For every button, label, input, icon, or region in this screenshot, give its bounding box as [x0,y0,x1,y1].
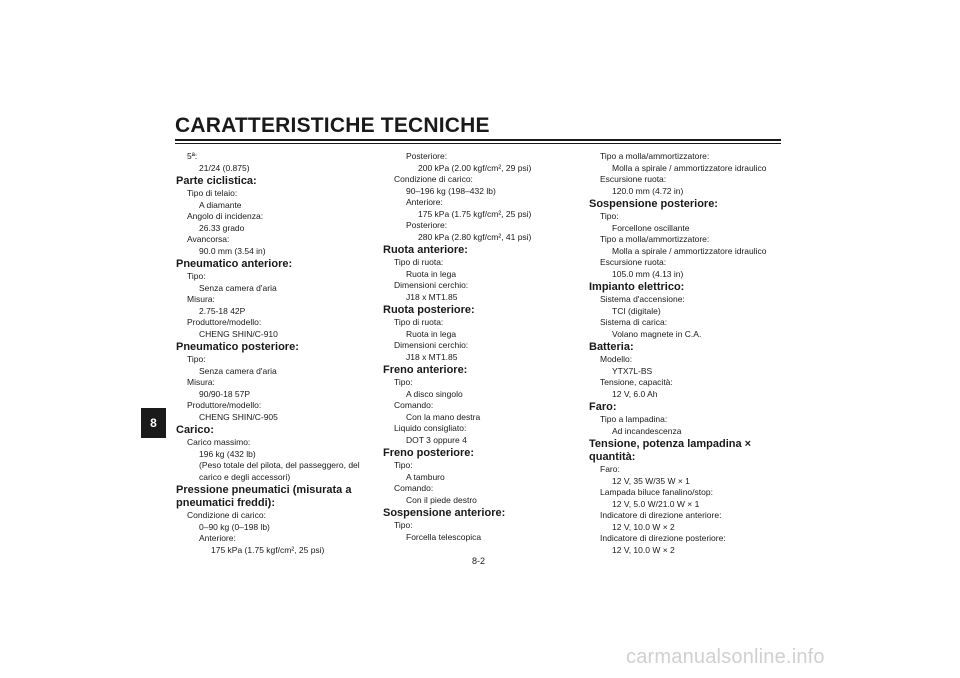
spec-label: Tipo: [394,377,413,387]
spec-label: Tipo di telaio: [187,188,238,198]
spec-label: Tipo: [394,460,413,470]
section-heading: Pneumatico anteriore: [176,258,293,270]
section-heading: Sospensione anteriore: [383,507,506,519]
section-heading: Parte ciclistica: [176,175,257,187]
spec-label: Sistema d'accensione: [600,294,685,304]
spec-label: Tipo: [600,211,619,221]
spec-label: Misura: [187,294,215,304]
spec-label: Comando: [394,400,434,410]
spec-value: A diamante [199,199,242,210]
spec-value: Senza camera d'aria [199,365,277,376]
section-heading: Pressione pneumatici (misurata a pneumatici freddi): [176,484,352,509]
spec-value: 12 V, 6.0 Ah [612,388,658,399]
spec-label: Misura: [187,377,215,387]
spec-label: Sistema di carica: [600,317,668,327]
spec-sublabel: Posteriore: [406,151,448,161]
spec-value: 26.33 grado [199,222,245,233]
spec-label: Comando: [394,483,434,493]
chapter-tab: 8 [141,408,166,438]
spec-label: Tipo: [187,354,206,364]
section-heading: Freno posteriore: [383,447,475,459]
section-heading: Tensione, potenza lampadina × quantità: [589,438,752,463]
watermark: carmanualsonline.info [626,646,825,668]
spec-value: CHENG SHIN/C-910 [199,328,278,339]
spec-value: Molla a spirale / ammortizzatore idraulico [612,245,767,256]
spec-value: TCI (digitale) [612,305,661,316]
spec-value: CHENG SHIN/C-905 [199,411,278,422]
spec-value: 90–196 kg (198–432 lb) [406,185,496,196]
spec-column-1 [176,151,381,556]
spec-value: 0–90 kg (0–198 lb) [199,521,270,532]
spec-sublabel: Posteriore: [406,220,448,230]
spec-value: 175 kPa (1.75 kgf/cm², 25 psi) [211,544,325,555]
spec-value: Con la mano destra [406,411,481,422]
spec-column-3 [589,151,794,556]
spec-sublabel: Anteriore: [199,533,236,543]
spec-value: Ruota in lega [406,268,457,279]
section-heading: Faro: [589,401,617,413]
spec-column-2 [383,151,588,543]
spec-value: DOT 3 oppure 4 [406,434,467,445]
spec-label: Tipo: [394,520,413,530]
spec-label: Tipo a molla/ammortizzatore: [600,151,710,161]
spec-label: Indicatore di direzione posteriore: [600,533,726,543]
spec-sublabel: Anteriore: [406,197,443,207]
spec-value: 12 V, 35 W/35 W × 1 [612,475,690,486]
spec-label: Dimensioni cerchio: [394,280,469,290]
spec-label: Liquido consigliato: [394,423,467,433]
spec-value: Forcella telescopica [406,531,482,542]
section-heading: Ruota posteriore: [383,304,475,316]
spec-label: Angolo di incidenza: [187,211,264,221]
spec-value: A tamburo [406,471,445,482]
spec-label: Condizione di carico: [394,174,473,184]
page-title: CARATTERISTICHE TECNICHE [175,114,490,137]
section-heading: Sospensione posteriore: [589,198,718,210]
spec-value: 280 kPa (2.80 kgf/cm², 41 psi) [418,231,532,242]
spec-label: Tensione, capacità: [600,377,673,387]
section-heading: Freno anteriore: [383,364,468,376]
spec-value: Molla a spirale / ammortizzatore idraulico [612,162,767,173]
spec-value: 2.75-18 42P [199,305,246,316]
spec-value: J18 x MT1.85 [406,351,458,362]
spec-label: Produttore/modello: [187,317,262,327]
spec-value: 120.0 mm (4.72 in) [612,185,684,196]
spec-label: Tipo di ruota: [394,257,444,267]
section-heading: Batteria: [589,341,634,353]
spec-label: Produttore/modello: [187,400,262,410]
spec-value: 12 V, 10.0 W × 2 [612,544,675,555]
spec-value: 105.0 mm (4.13 in) [612,268,684,279]
spec-value: A disco singolo [406,388,463,399]
section-heading: Ruota anteriore: [383,244,468,256]
spec-value-note: (Peso totale del pilota, del passeggero, del carico e degli accessori) [199,460,360,482]
spec-label: Tipo a lampadina: [600,414,668,424]
spec-value: 12 V, 5.0 W/21.0 W × 1 [612,498,700,509]
section-heading: Pneumatico posteriore: [176,341,299,353]
spec-value: Forcellone oscillante [612,222,690,233]
spec-value: 175 kPa (1.75 kgf/cm², 25 psi) [418,208,532,219]
spec-value: Senza camera d'aria [199,282,277,293]
spec-label: Avancorsa: [187,234,230,244]
spec-label: Tipo di ruota: [394,317,444,327]
spec-label: Tipo a molla/ammortizzatore: [600,234,710,244]
spec-label: Condizione di carico: [187,510,266,520]
spec-label: Lampada biluce fanalino/stop: [600,487,713,497]
spec-value: 90.0 mm (3.54 in) [199,245,266,256]
page-number: 8-2 [472,556,486,566]
spec-label: Tipo: [187,271,206,281]
spec-value: 12 V, 10.0 W × 2 [612,521,675,532]
spec-label: Indicatore di direzione anteriore: [600,510,722,520]
spec-value: 200 kPa (2.00 kgf/cm², 29 psi) [418,162,532,173]
title-rule-thick [175,139,781,141]
spec-value: 90/90-18 57P [199,388,251,399]
spec-value: 196 kg (432 lb) [199,448,256,459]
spec-label: Carico massimo: [187,437,251,447]
spec-value: Volano magnete in C.A. [612,328,702,339]
spec-value: Ruota in lega [406,328,457,339]
spec-label: Escursione ruota: [600,174,667,184]
spec-label: Modello: [600,354,633,364]
spec-label: Escursione ruota: [600,257,667,267]
title-rule-thin [175,143,781,144]
spec-value: J18 x MT1.85 [406,291,458,302]
section-heading: Carico: [176,424,214,436]
spec-value: 21/24 (0.875) [199,162,250,173]
section-heading: Impianto elettrico: [589,281,685,293]
spec-label: Dimensioni cerchio: [394,340,469,350]
spec-value: Ad incandescenza [612,425,682,436]
spec-value: Con il piede destro [406,494,477,505]
spec-label: Faro: [600,464,620,474]
spec-label: 5ª: [187,151,198,161]
spec-value: YTX7L-BS [612,365,653,376]
